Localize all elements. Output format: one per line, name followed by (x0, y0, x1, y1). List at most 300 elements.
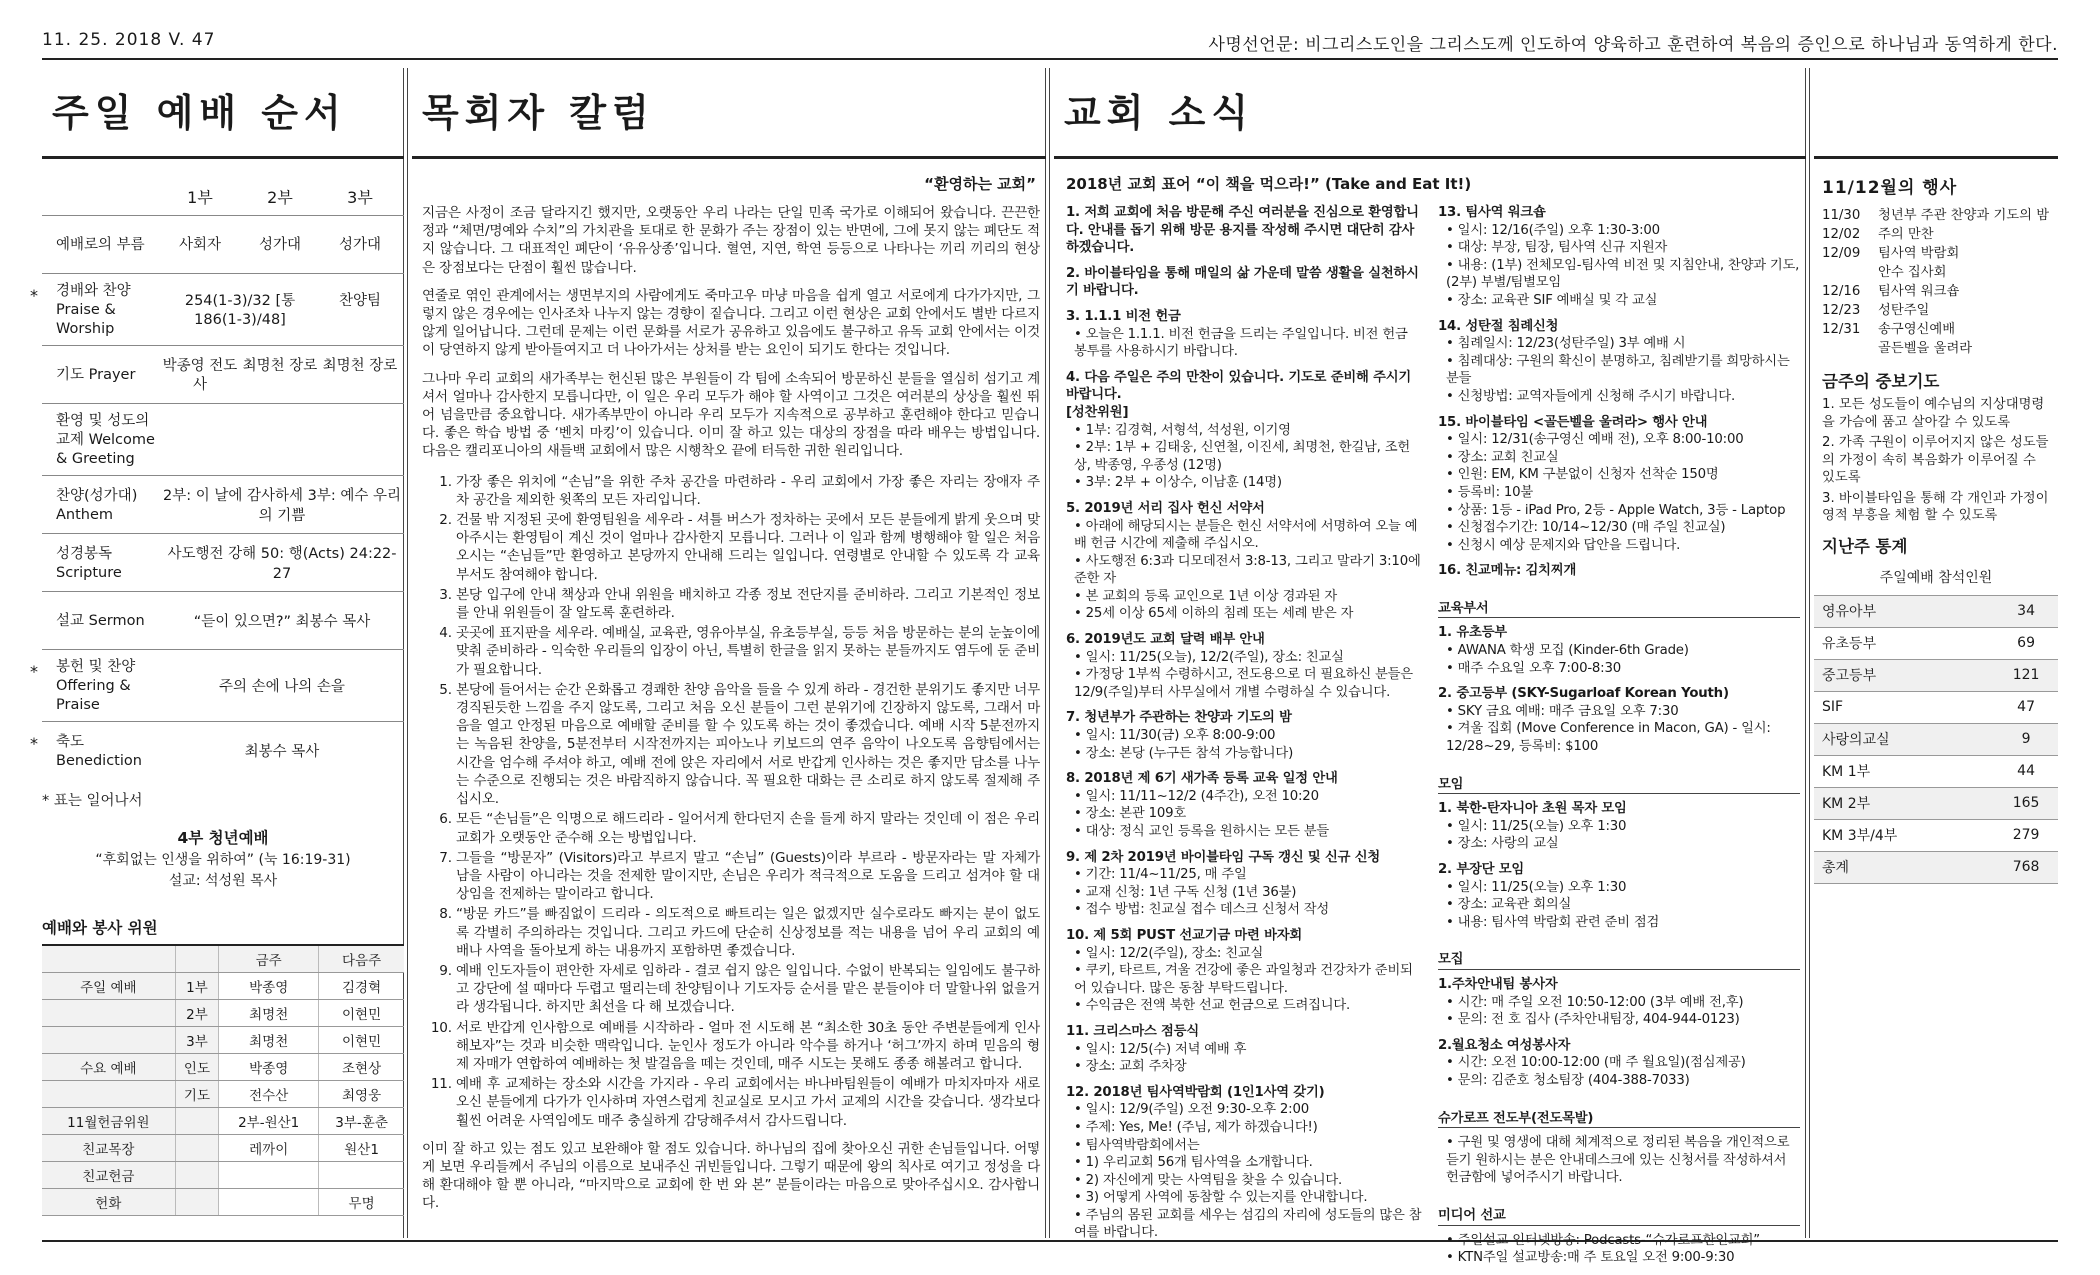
news-item-heading: 5. 2019년 서리 집사 헌신 서약서 (1066, 500, 1265, 516)
volunteers-cell: 조현상 (319, 1053, 404, 1080)
sidebar-column (1814, 68, 2058, 1238)
news-item (1438, 562, 1800, 580)
news-item (1438, 685, 1800, 755)
news-item-bullets (1074, 1101, 1424, 1242)
news-item-heading: 2. 부장단 모임 (1438, 862, 1524, 877)
news-item-bullets (1074, 788, 1424, 841)
news-bullet: • KTN주일 설교방송:매 주 토요일 오전 9:00-9:30 (1446, 1249, 1800, 1267)
church-motto: 2018년 교회 표어 “이 책을 먹으라!” (Take and Eat It!) (1066, 175, 1472, 193)
news-item-bullets (1074, 649, 1424, 702)
event-name: 청년부 주관 찬양과 기도의 밤 (1878, 208, 2050, 223)
attendance-row (1814, 691, 2058, 723)
volunteers-cell: 최명천 (219, 999, 319, 1026)
column-subtitle: “환영하는 교회” (924, 175, 1036, 193)
news-item (1438, 624, 1800, 677)
news-item-heading: 1.주차안내팀 봉사자 (1438, 976, 1558, 992)
news-bullet: • 일시: 11/11~12/2 (4주간), 오전 10:20 (1074, 788, 1424, 806)
standing-mark: * (30, 734, 38, 753)
prayer-item: 2. 가족 구원이 이루어지지 않은 성도들의 가정이 속히 복음화가 이루어질 수 있도록 (1822, 435, 2049, 485)
attendance-label: SIF (1814, 691, 1986, 723)
volunteers-header-cell: 금주 (219, 945, 319, 972)
order-label: 축도 Benediction (56, 733, 142, 769)
news-bullet: • 아래에 해당되시는 분들은 헌신 서약서에 서명하여 오늘 예배 헌금 시간에 제출해 주십시오. (1074, 518, 1424, 553)
attendance-table (1814, 595, 2058, 884)
attendance-label: 사랑의교실 (1814, 723, 1986, 755)
volunteers-cell: 친교헌금 (42, 1161, 175, 1188)
order-values (160, 292, 404, 330)
standing-mark: * (30, 662, 38, 681)
news-bullet: • 사도행전 6:3과 디모데전서 3:8-13, 그리고 말라기 3:10에 준한 자 (1074, 553, 1424, 588)
volunteers-row (42, 1080, 404, 1107)
volunteers-row (42, 1107, 404, 1134)
news-item-bullets (1074, 866, 1424, 919)
news-bullet: • 본 교회의 등록 교인으로 1년 이상 경과된 자 (1074, 588, 1424, 606)
news-bullet: • 장소: 사랑의 교실 (1446, 835, 1800, 853)
news-bullet: • 신청접수기간: 10/14~12/30 (매 주일 친교실) (1446, 519, 1800, 537)
order-label: 찬양(성가대) Anthem (56, 487, 138, 523)
attendance-row (1814, 627, 2058, 659)
order-value: 찬양팀 (338, 292, 382, 309)
news-bullet: • 장소: 교회 친교실 (1446, 449, 1800, 467)
news-section-heading: 모집 (1438, 951, 1800, 970)
volunteers-cell: 김경혁 (319, 972, 404, 999)
news-item-heading: 2. 중고등부 (SKY-Sugarloaf Korean Youth) (1438, 686, 1729, 702)
attendance-row (1814, 595, 2058, 627)
worship-order-row (42, 475, 404, 533)
volunteers-cell: 박종영 (219, 972, 319, 999)
news-item (1438, 861, 1800, 931)
volunteers-cell: 기도 (175, 1080, 219, 1107)
divider (1814, 156, 2058, 159)
events-list (1822, 206, 2058, 358)
news-item (1438, 318, 1800, 406)
news-bullet: • 구원 및 영생에 대해 체계적으로 정리된 복음을 개인적으로 듣기 원하시는 분은 안내데스크에 있는 신청서를 작성하셔서 헌금함에 넣어주시기 바랍니다. (1446, 1134, 1800, 1187)
news-item-heading: 10. 제 5회 PUST 선교기금 마련 바자회 (1066, 927, 1303, 943)
news-bullet: • 수익금은 전액 북한 선교 헌금으로 드려집니다. (1074, 997, 1424, 1015)
news-item (1066, 265, 1424, 300)
volunteers-cell: 박종영 (219, 1053, 319, 1080)
youth-title: 4부 청년예배 (177, 829, 269, 847)
news-item (1438, 204, 1800, 310)
worship-order-table (30, 185, 404, 779)
principle-item: 10. 서로 반갑게 인사함으로 예배를 시작하라 - 얼마 전 시도해 본 “최소한 30초 동안 주변분들에게 인사해보자”는 것과 비슷한 맥락입니다. 눈인사 정도가 아니라 악수를 하거나 ‘허그’까지 하며 믿음의 형제 자매가 연합하여 예배하는 첫 발걸음을 떼는 것인데, 매주 시도는 못해도 종종 해볼려고 합니다. (456, 1019, 1040, 1074)
volunteers-cell (319, 1161, 404, 1188)
principle-item: 1. 가장 좋은 위치에 “손님”을 위한 주차 공간을 마련하라 - 우리 교회에서 가장 좋은 자리는 장애자 주차 공간을 제외한 윗쪽의 모든 자리입니다. (456, 473, 1040, 509)
news-item-heading: 14. 성탄절 침례신청 (1438, 318, 1559, 334)
attendance-row (1814, 787, 2058, 819)
attendance-value: 34 (1986, 595, 2058, 627)
news-bullet: • 장소: 교육관 SIF 예배실 및 각 교실 (1446, 292, 1800, 310)
event-date: 12/02 (1822, 227, 1861, 242)
volunteers-cell (175, 1188, 219, 1215)
volunteers-cell: 2부-원산1 (219, 1107, 319, 1134)
worship-order-row (42, 345, 404, 403)
news-bullet: • 침례대상: 구원의 확신이 분명하고, 침례받기를 희망하시는 분들 (1446, 353, 1800, 388)
order-label: 예배로의 부름 (56, 237, 145, 253)
paragraph: 연줄로 엮인 관계에서는 생면부지의 사람에게도 죽마고우 마냥 마음을 쉽게 열고 서로에게 다가가지만, 그렇지 않은 경우에는 인사조차 나누지 않는 경향이 짙습니다. 그리고 이런 현상은 교회 안에서도 별반 다르지 않게 일어납니다. 그런데 문제는 이런 문화를 서로가 공유하고 있음에도 불구하고 유독 교회 안에서는 이것이 당연하지 않게 받아들여지고 더 나아가서는 상처를 받는 요인이 되기도 한다는 것입니다. (422, 287, 1040, 359)
issue-date: 11. 25. 2018 V. 47 (42, 30, 216, 50)
news-item-heading: 2.월요청소 여성봉사자 (1438, 1037, 1571, 1053)
volunteers-cell: 원산1 (319, 1134, 404, 1161)
divider (412, 156, 1046, 159)
news-item (1066, 631, 1424, 701)
event-date: 11/30 (1822, 208, 1861, 223)
event-name: 팀사역 박람회 (1878, 246, 1960, 261)
news-item (1438, 1134, 1800, 1187)
paragraph: 지금은 사정이 조금 달라지긴 했지만, 오랫동안 우리 나라는 단일 민족 국가로 이해되어 왔습니다. 끈끈한 정과 “체면/명예와 수치”의 가치관을 토대로 한 문화가 주는 장점이 있는 반면에, 그에 못지 않는 폐단도 적지 않습니다. 그 대표적인 폐단이 ‘유유상종’입니다. 혈연, 지연, 학연 등등으로 나타나는 끼리 끼리의 현상은 장점보다는 단점이 훨씬 많습니다. (422, 205, 1040, 276)
event-row (1822, 263, 2058, 282)
volunteers-row (42, 1134, 404, 1161)
principle-item: 9. 예배 인도자들이 편안한 자세로 임하라 - 결코 쉽지 않은 일입니다. 수없이 반복되는 일임에도 불구하고 강단에 설 때마다 두렵고 떨리는데 찬양팀이나 기도자등 순서를 맡은 분들이야 더 말할나위 없을거라 생각됩니다. 하지만 최선을 다 해 보겠습니다. (456, 962, 1040, 1017)
volunteers-cell: 1부 (175, 972, 219, 999)
volunteers-cell: 이현민 (319, 1026, 404, 1053)
news-bullet: • 1부: 김경혁, 서형석, 석성원, 이기영 (1074, 422, 1424, 440)
attendance-value: 279 (1986, 819, 2058, 851)
volunteers-cell: 3부-훈춘 (319, 1107, 404, 1134)
news-bullet: • 내용: 팀사역 박람회 관련 준비 점검 (1446, 914, 1800, 932)
news-bullet: • SKY 금요 예배: 매주 금요일 오후 7:30 (1446, 703, 1800, 721)
event-row (1822, 206, 2058, 225)
volunteers-cell (42, 999, 175, 1026)
volunteers-cell: 2부 (175, 999, 219, 1026)
news-bullet: • 2부: 1부 + 김태웅, 신연철, 이진세, 최명천, 한길남, 조헌상, 박종영, 우종성 (12명) (1074, 439, 1424, 474)
volunteers-cell (42, 1026, 175, 1053)
volunteers-cell: 인도 (175, 1053, 219, 1080)
order-detail: 2부: 이 날에 감사하세 3부: 예수 우리의 기쁨 (163, 487, 401, 524)
news-item-bullets (1446, 703, 1800, 756)
service-col-header: 1부 (187, 188, 213, 207)
news-bullet: • 장소: 본당 (누구든 참석 가능합니다) (1074, 745, 1424, 763)
church-news-column (1054, 68, 1806, 1266)
order-values (160, 236, 404, 255)
news-bullet: • 매주 수요일 오후 7:00-8:30 (1446, 660, 1800, 678)
principle-item: 6. 모든 “손님들”은 익명으로 해드리라 - 일어서게 한다던지 손을 들게 하지 말라는 것인데 이 점은 우리 교회가 오랫동안 준수해 오는 방법입니다. (456, 810, 1040, 846)
news-item-bullets (1446, 1134, 1800, 1187)
prayer-heading: 금주의 중보기도 (1822, 372, 1940, 391)
volunteers-header-cell (175, 945, 219, 972)
news-item-bullets (1446, 431, 1800, 554)
event-row (1822, 339, 2058, 358)
principle-item: 5. 본당에 들어서는 순간 온화롭고 경쾌한 찬양 음악을 들을 수 있게 하라 - 경건한 분위기도 좋지만 너무 경직된듯한 느낌을 주지 않도록, 그리고 처음 오신 분들이 그런 분위기에 긴장하지 않도록, 그래서 마음을 열고 안정된 마음으로 예배할 준비를 할 수 있도록 하는 것이 좋겠습니다. 예배 시작 5분전까지는 녹음된 찬양을, 5분전부터 시작전까지는 피아노나 키보드의 연주 음악이 나오도록 음향팀에서는 시간을 엄수해 주셔야 하고, 예배 전에 앉은 자리에서 서로 반갑게 인사하는 것은 좋지만 담소를 나누는 수준으로 진행되는 것은 바람직하지 않습니다. 꼭 필요한 대화는 큰 소리로 하지 않도록 절제해 주십시오. (456, 681, 1040, 808)
news-bullet: • 3) 어떻게 사역에 동참할 수 있는지를 안내합니다. (1074, 1189, 1424, 1207)
order-value: 254(1-3)/32 [통 186(1-3)/48] (184, 292, 296, 328)
event-date: 12/23 (1822, 303, 1861, 318)
order-label: 경배와 찬양 Praise & Worship (56, 283, 131, 337)
order-value: 성가대 (258, 237, 302, 253)
attendance-row (1814, 755, 2058, 787)
service-col-header: 3부 (347, 188, 373, 207)
news-item-heading: 13. 팀사역 워크숍 (1438, 205, 1546, 220)
news-item-subheading: [성찬위원] (1066, 404, 1129, 420)
news-bullet: • 주제: Yes, Me! (주님, 제가 하겠습니다!) (1074, 1119, 1424, 1137)
news-item (1066, 927, 1424, 1015)
news-item (1066, 500, 1424, 623)
news-bullet: • 장소: 교회 주차장 (1074, 1058, 1424, 1076)
attendance-label: 유초등부 (1814, 627, 1986, 659)
volunteers-row (42, 1188, 404, 1215)
worship-order-row (42, 533, 404, 591)
news-item (1066, 1023, 1424, 1076)
news-item (1066, 204, 1424, 257)
news-section-heading: 미디어 선교 (1438, 1207, 1800, 1226)
news-item (1066, 849, 1424, 919)
news-item (1066, 369, 1424, 492)
news-item-heading: 1. 북한-탄자니아 초원 목자 모임 (1438, 801, 1627, 817)
worship-order-row (42, 215, 404, 273)
news-bullet: • 접수 방법: 친교실 접수 데스크 신청서 작성 (1074, 901, 1424, 919)
worship-order-row (42, 591, 404, 649)
news-item-heading: 6. 2019년도 교회 달력 배부 안내 (1066, 632, 1265, 648)
news-item (1066, 709, 1424, 762)
event-row (1822, 320, 2058, 339)
news-item-heading: 8. 2018년 제 6기 새가족 등록 교육 일정 안내 (1066, 771, 1338, 787)
volunteers-cell (175, 1107, 219, 1134)
worship-order-row (30, 721, 404, 779)
order-label: 환영 및 성도의 교제 Welcome & Greeting (56, 413, 155, 467)
event-row (1822, 301, 2058, 320)
news-bullet: • 일시: 11/25(오늘) 오후 1:30 (1446, 879, 1800, 897)
news-bullet: • 1) 우리교회 56개 팀사역을 소개합니다. (1074, 1154, 1424, 1172)
divider (42, 156, 404, 159)
event-name: 성탄주일 (1878, 303, 1930, 318)
attendance-label: 영유아부 (1814, 595, 1986, 627)
standing-mark: * (30, 286, 38, 305)
news-title: 교회 소식 (1064, 91, 1255, 135)
order-value: 최명천 장로 (242, 357, 318, 374)
principle-item: 7. 그들을 “방문자” (Visitors)라고 부르지 말고 “손님” (Guests)이라 부르라 - 방문자라는 말 자체가 남을 사람이 아니라는 것을 전제한 말이지만, 손님은 우리가 적극적으로 도움을 드리고 섬겨야 할 대상임을 전제하는 말이라고 합니다. (456, 849, 1040, 904)
news-list-left (1054, 204, 1432, 1275)
attendance-value: 165 (1986, 787, 2058, 819)
news-bullet: • 내용: (1부) 전체모임-팀사역 비전 및 지침안내, 찬양과 기도, (2부) 부별/팀별모임 (1446, 257, 1800, 292)
principle-item: 11. 예배 후 교제하는 장소와 시간을 가지라 - 우리 교회에서는 바나바팀원들이 예배가 마치자마자 새로오신 분들에게 다가가 인사하며 자연스럽게 친교실로 모시고 가서 교제의 시간을 갖습니다. 생각보다 훨씬 어려운 사역임에도 매주 충실하게 감당해주셔서 감사드립니다. (456, 1075, 1040, 1130)
order-value: 박종영 전도사 (162, 357, 238, 393)
page-title: 주일 예배 순서 (52, 91, 347, 135)
event-date: 12/09 (1822, 246, 1861, 261)
pastor-column (412, 68, 1046, 1238)
order-label: 성경봉독 Scripture (56, 545, 122, 581)
news-bullet: • 일시: 12/16(주일) 오후 1:30-3:00 (1446, 222, 1800, 240)
event-row (1822, 244, 2058, 263)
order-label: 설교 Sermon (56, 613, 145, 629)
event-name: 송구영신예배 (1878, 322, 1956, 337)
volunteers-cell (175, 1134, 219, 1161)
news-list-right (1432, 204, 1806, 1275)
news-bullet: • 3부: 2부 + 이상수, 이남훈 (14명) (1074, 474, 1424, 492)
news-item-bullets (1446, 1054, 1800, 1089)
attendance-value: 768 (1986, 851, 2058, 883)
volunteers-cell (219, 1188, 319, 1215)
service-column-headers (42, 185, 404, 215)
order-value: 최명천 장로 (322, 357, 398, 374)
attendance-row (1814, 723, 2058, 755)
volunteers-cell: 11월헌금위원 (42, 1107, 175, 1134)
news-bullet: • 일시: 11/25(오늘) 오후 1:30 (1446, 818, 1800, 836)
standing-note: * 표는 일어나서 (42, 793, 143, 809)
news-item (1438, 800, 1800, 853)
event-name: 팀사역 워크숍 (1878, 284, 1960, 299)
principle-item: 8. “방문 카드”를 빠짐없이 드리라 - 의도적으로 빠트리는 일은 없겠지만 실수로라도 빠지는 분이 없도록 각별히 주의하라는 것입니다. 그리고 카드에 단순히 신상정보를 적는 내용을 넘어 우리 교회의 예배나 사역을 돌아보게 하는 내용까지 포함하면 좋겠습니다. (456, 905, 1040, 960)
mission-statement: 사명선언문: 비그리스도인을 그리스도께 인도하여 양육하고 훈련하여 복음의 증인으로 하나님과 동역하게 한다. (1208, 35, 2058, 55)
volunteers-cell: 최명천 (219, 1026, 319, 1053)
youth-sermon: “후회없는 인생을 위하여” (눅 16:19-31) (95, 852, 351, 868)
service-col-header: 2부 (267, 188, 293, 207)
news-item-bullets (1446, 222, 1800, 310)
volunteers-table (42, 944, 404, 1216)
volunteers-cell: 무명 (319, 1188, 404, 1215)
news-item-bullets (1446, 994, 1800, 1029)
news-item-heading: 15. 바이블타임 <골든벨을 울려라> 행사 안내 (1438, 414, 1708, 430)
news-item-bullets (1446, 818, 1800, 853)
paragraph: 그나마 우리 교회의 새가족부는 헌신된 많은 부원들이 각 팀에 소속되어 방문하신 분들을 열심히 섬기고 계셔서 얼마나 감사한지 모릅니다만, 이 일은 우리 모두가 해야 할 사역이고 그것은 여러분의 상상을 훨씬 뛰어 넘을만큼 중요합니다. 새가족부만이 아니라 우리 모두가 지속적으로 공부하고 훈련해야 한다고 믿습니다. 좋은 학습 방법 중 ‘벤치 마킹’이 있습니다. 이미 잘 하고 있는 대상의 장점을 따라 배우는 방법입니다. 다음은 캘리포니아의 새들백 교회에서 많은 시행착오 끝에 터득한 귀한 원리입니다. (422, 370, 1040, 460)
attendance-label: 총계 (1814, 851, 1986, 883)
worship-order-column (30, 68, 404, 1238)
attendance-value: 44 (1986, 755, 2058, 787)
news-bullet: • 시간: 매 주일 오전 10:50-12:00 (3부 예배 전,후) (1446, 994, 1800, 1012)
event-date: 12/16 (1822, 284, 1861, 299)
attendance-value: 9 (1986, 723, 2058, 755)
divider (1054, 156, 1806, 159)
volunteers-heading: 예배와 봉사 위원 (42, 919, 158, 937)
attendance-label: KM 2부 (1814, 787, 1986, 819)
attendance-row (1814, 819, 2058, 851)
news-item-bullets (1074, 326, 1424, 361)
news-bullet: • 신청시 예상 문제지와 답안을 드립니다. (1446, 537, 1800, 555)
worship-order-row (30, 273, 404, 345)
volunteers-header-cell: 다음주 (319, 945, 404, 972)
news-bullet: • 시간: 오전 10:00-12:00 (매 주 월요일)(점심제공) (1446, 1054, 1800, 1072)
news-bullet: • 주일설교 인터넷방송: Podcasts-“슈가로프한인교회” (1446, 1232, 1800, 1250)
news-item-bullets (1446, 335, 1800, 405)
news-item (1066, 770, 1424, 840)
youth-service (42, 828, 404, 892)
event-name: 주의 만찬 (1878, 227, 1934, 242)
worship-order-row (30, 649, 404, 721)
news-bullet: • 일시: 12/9(주일) 오전 9:30-오후 2:00 (1074, 1101, 1424, 1119)
news-bullet: • 오늘은 1.1.1. 비전 헌금을 드리는 주일입니다. 비전 헌금 봉투를 사용하시기 바랍니다. (1074, 326, 1424, 361)
news-bullet: • 일시: 12/5(수) 저녁 예배 후 (1074, 1041, 1424, 1059)
news-item-bullets (1074, 727, 1424, 762)
news-item-bullets (1074, 1041, 1424, 1076)
news-bullet: • 대상: 정식 교인 등록을 원하시는 모든 분들 (1074, 823, 1424, 841)
volunteers-cell: 헌화 (42, 1188, 175, 1215)
news-item-bullets (1446, 1232, 1800, 1267)
principle-item: 4. 곳곳에 표지판을 세우라. 예배실, 교육관, 영유아부실, 유초등부실, 등등 처음 방문하는 분의 눈높이에 맞춰 준비하라 - 익숙한 우리들의 입장이 아닌, 특별히 한글을 읽지 못하는 분들까지도 염두에 둔 준비가 필요합니다. (456, 624, 1040, 679)
news-item-heading: 3. 1.1.1 비전 헌금 (1066, 308, 1181, 324)
news-item-bullets (1074, 422, 1424, 492)
news-item (1066, 1084, 1424, 1242)
volunteers-row (42, 1026, 404, 1053)
news-bullet: • 기간: 11/4~11/25, 매 주일 (1074, 866, 1424, 884)
news-item-bullets (1446, 642, 1800, 677)
news-item-heading: 12. 2018년 팀사역박람회 (1인1사역 갖기) (1066, 1084, 1325, 1100)
news-bullet: • 팀사역박람회에서는 (1074, 1137, 1424, 1155)
news-bullet: • 25세 이상 65세 이하의 침례 또는 세례 받은 자 (1074, 605, 1424, 623)
volunteers-header-cell (42, 945, 175, 972)
news-section-heading: 교육부서 (1438, 600, 1800, 619)
news-bullet: • 일시: 11/25(오늘), 12/2(주일), 장소: 친교실 (1074, 649, 1424, 667)
order-detail: “듣이 있으면?” 최봉수 목사 (193, 613, 371, 630)
volunteers-cell: 최영웅 (319, 1080, 404, 1107)
news-item-bullets (1446, 879, 1800, 932)
youth-preacher: 설교: 석성원 목사 (168, 873, 278, 889)
event-date (1822, 339, 1878, 358)
news-bullet: • 주님의 몸된 교회를 세우는 섬김의 자리에 성도들의 많은 참여를 바랍니다. (1074, 1207, 1424, 1242)
principle-item: 2. 건물 밖 지정된 곳에 환영팀원을 세우라 - 셔틀 버스가 정차하는 곳에서 모든 분들에게 밝게 웃으며 맞아주시는 환영팀이 계신 것이 얼마나 감사한지 모릅니다. 그러나 이 일과 함께 병행해야 할 일은 처음 오시는 “손님들”만 환영하고 본당까지 안내해 드리는 일입니다. 연령별로 안내할 수 있도록 각 교육 부서도 참여해야 합니다. (456, 511, 1040, 584)
event-row (1822, 282, 2058, 301)
event-name: 안수 집사회 (1878, 265, 1947, 280)
news-bullet: • 겨울 집회 (Move Conference in Macon, GA) - 일시: 12/28~29, 등록비: $100 (1446, 720, 1800, 755)
news-section-heading: 모임 (1438, 776, 1800, 795)
news-bullet: • 교재 신청: 1년 구독 신청 (1년 36불) (1074, 884, 1424, 902)
events-heading: 11/12월의 행사 (1822, 178, 1958, 198)
event-row (1822, 225, 2058, 244)
stats-heading: 지난주 통계 (1822, 536, 1908, 556)
attendance-row (1814, 659, 2058, 691)
news-bullet: • 일시: 12/31(송구영신 예배 전), 오후 8:00-10:00 (1446, 431, 1800, 449)
prayer-list (1822, 396, 2052, 525)
order-value: 사회자 (178, 237, 222, 253)
attendance-value: 47 (1986, 691, 2058, 723)
volunteers-cell: 전수산 (219, 1080, 319, 1107)
news-bullet: • 문의: 전 호 집사 (주차안내팀장, 404-944-0123) (1446, 1011, 1800, 1029)
pastor-article (412, 204, 1046, 1213)
order-label: 기도 Prayer (56, 367, 136, 383)
volunteers-header (42, 945, 404, 972)
prayer-item: 1. 모든 성도들이 예수님의 지상대명령을 가슴에 품고 살아갈 수 있도록 (1822, 397, 2045, 430)
worship-order-row (42, 403, 404, 475)
news-item-heading: 1. 유초등부 (1438, 625, 1507, 641)
paragraph: 이미 잘 하고 있는 점도 있고 보완해야 할 점도 있습니다. 하나님의 집에 찾아오신 귀한 손님들입니다. 어떻게 보면 우리들께서 주님의 이름으로 보내주신 귀빈들입니다. 그렇기 때문에 왕의 칙사로 여기고 정성을 다해 환대해야 할 뿐 아니라, “마지막으로 교회에 한 번 와 본” 분들이라는 마음으로 맞아주십시오. 감사합니다. (422, 1140, 1040, 1212)
volunteers-cell: 친교목장 (42, 1134, 175, 1161)
news-bullet: • 일시: 11/30(금) 오후 8:00-9:00 (1074, 727, 1424, 745)
news-item (1066, 308, 1424, 361)
event-date: 12/31 (1822, 322, 1861, 337)
news-item-heading: 16. 친교메뉴: 김치찌개 (1438, 563, 1577, 579)
news-bullet: • 쿠키, 타르트, 겨울 건강에 좋은 과일청과 건강차가 준비되어 있습니다. 많은 동참 부탁드립니다. (1074, 962, 1424, 997)
principles-list (456, 473, 1040, 1130)
attendance-value: 69 (1986, 627, 2058, 659)
news-bullet: • 문의: 김준호 청소팀장 (404-388-7033) (1446, 1072, 1800, 1090)
volunteers-cell (219, 1161, 319, 1188)
news-section-heading: 슈가로프 전도부(전도목발) (1438, 1110, 1800, 1129)
news-bullet: • 등록비: 10불 (1446, 484, 1800, 502)
news-bullet: • AWANA 학생 모집 (Kinder-6th Grade) (1446, 642, 1800, 660)
page-header (42, 22, 2058, 58)
attendance-label: KM 3부/4부 (1814, 819, 1986, 851)
volunteers-cell: 3부 (175, 1026, 219, 1053)
news-bullet: • 일시: 12/2(주일), 장소: 친교실 (1074, 945, 1424, 963)
stats-subtitle: 주일예배 참석인원 (1879, 569, 1993, 586)
news-item-bullets (1074, 945, 1424, 1015)
attendance-label: KM 1부 (1814, 755, 1986, 787)
event-date (1822, 263, 1878, 282)
volunteers-cell (175, 1161, 219, 1188)
event-name: 골든벨을 울려라 (1878, 341, 1973, 356)
news-item-heading: 1. 저희 교회에 처음 방문해 주신 여러분을 진심으로 환영합니다. 안내를 돕기 위해 방문 용지를 작성해 주시면 대단히 감사하겠습니다. (1066, 205, 1419, 256)
pastor-column-title: 목회자 칼럼 (422, 91, 655, 135)
news-item-heading: 4. 다음 주일은 주의 만찬이 있습니다. 기도로 준비해 주시기 바랍니다. (1066, 369, 1412, 403)
order-detail: 사도행전 강해 50: 행(Acts) 24:22-27 (167, 545, 397, 582)
news-item-heading: 9. 제 2차 2019년 바이블타임 구독 갱신 및 신규 신청 (1066, 849, 1380, 865)
news-item (1438, 976, 1800, 1029)
news-item (1438, 1232, 1800, 1267)
order-detail: 주의 손에 나의 손을 (219, 678, 345, 695)
volunteers-cell (42, 1080, 175, 1107)
order-detail: 최봉수 목사 (244, 743, 320, 760)
volunteers-row (42, 999, 404, 1026)
news-bullet: • 장소: 교육관 회의실 (1446, 896, 1800, 914)
volunteers-cell: 이현민 (319, 999, 404, 1026)
